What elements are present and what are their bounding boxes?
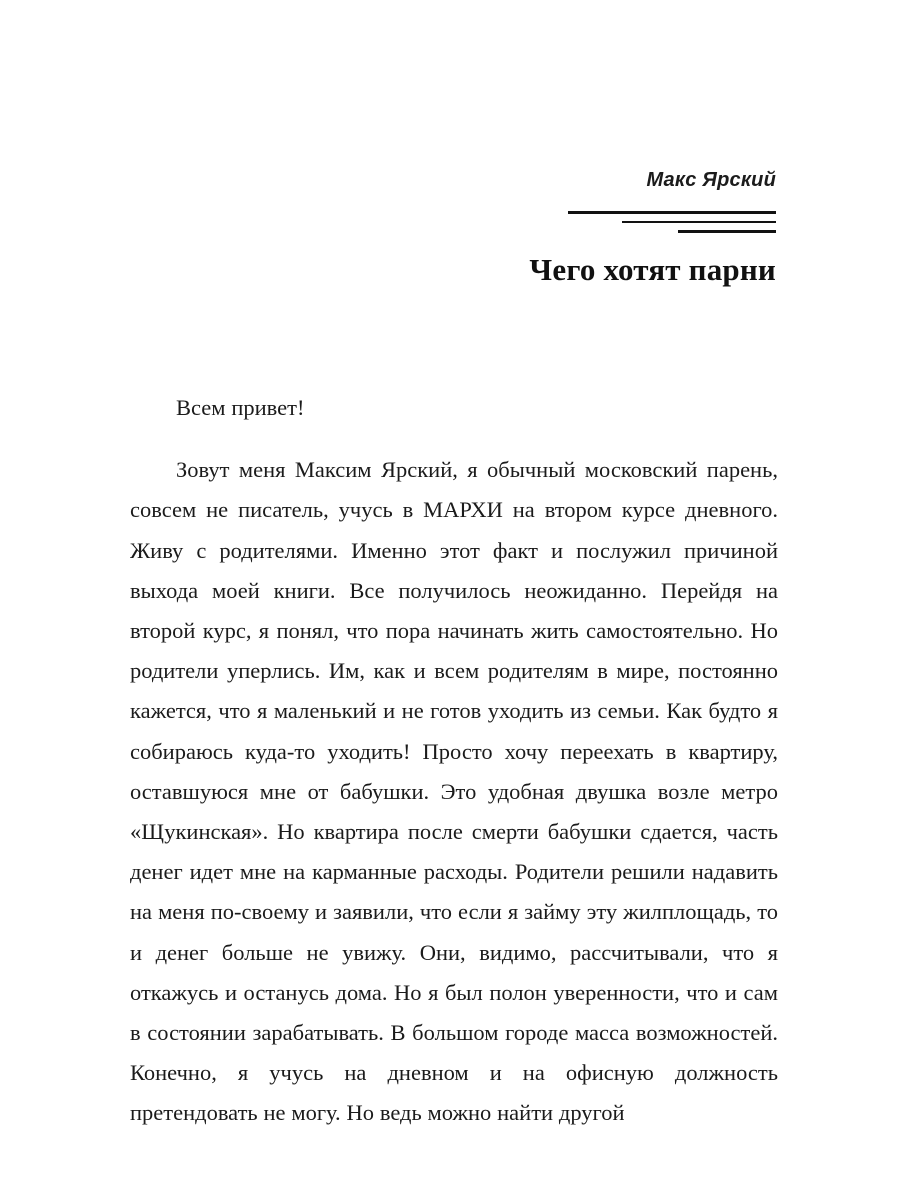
- body-text: [130, 388, 778, 1134]
- divider-rule-middle: [622, 221, 776, 224]
- author-name: Макс Ярский: [646, 169, 776, 191]
- body-paragraph: Зовут меня Максим Ярский, я обычный московский парень, совсем не писатель, учусь в МАРХИ на втором курсе дневного. Живу с родителями. Именно этот факт и послужил причиной выхода моей книги. Все получилось неожиданно. Перейдя на второй курс, я понял, что пора начинать жить самостоятельно. Но родители уперлись. Им, как и всем родителям в мире, постоянно кажется, что я маленький и не готов уходить из семьи. Как будто я собираюсь куда-то уходить! Просто хочу переехать в квартиру, оставшуюся мне от бабушки. Это удобная двушка возле метро «Щукинская». Но квартира после смерти бабушки сдается, часть денег идет мне на карманные расходы. Родители решили надавить на меня по-своему и заявили, что если я займу эту жилплощадь, то и денег больше не увижу. Они, видимо, рассчитывали, что я откажусь и останусь дома. Но я был полон уверенности, что и сам в состоянии зарабатывать. В большом городе масса возможностей. Конечно, я учусь на дневном и на офисную должность претендовать не могу. Но ведь можно найти другой: [130, 457, 778, 1126]
- greeting-paragraph: Всем привет!: [176, 395, 305, 420]
- chapter-title: Чего хотят парни: [529, 251, 776, 287]
- chapter-header: [130, 168, 776, 287]
- triple-rule-ornament: [130, 211, 776, 233]
- divider-rule-top: [568, 211, 776, 214]
- divider-rule-bottom: [678, 230, 776, 233]
